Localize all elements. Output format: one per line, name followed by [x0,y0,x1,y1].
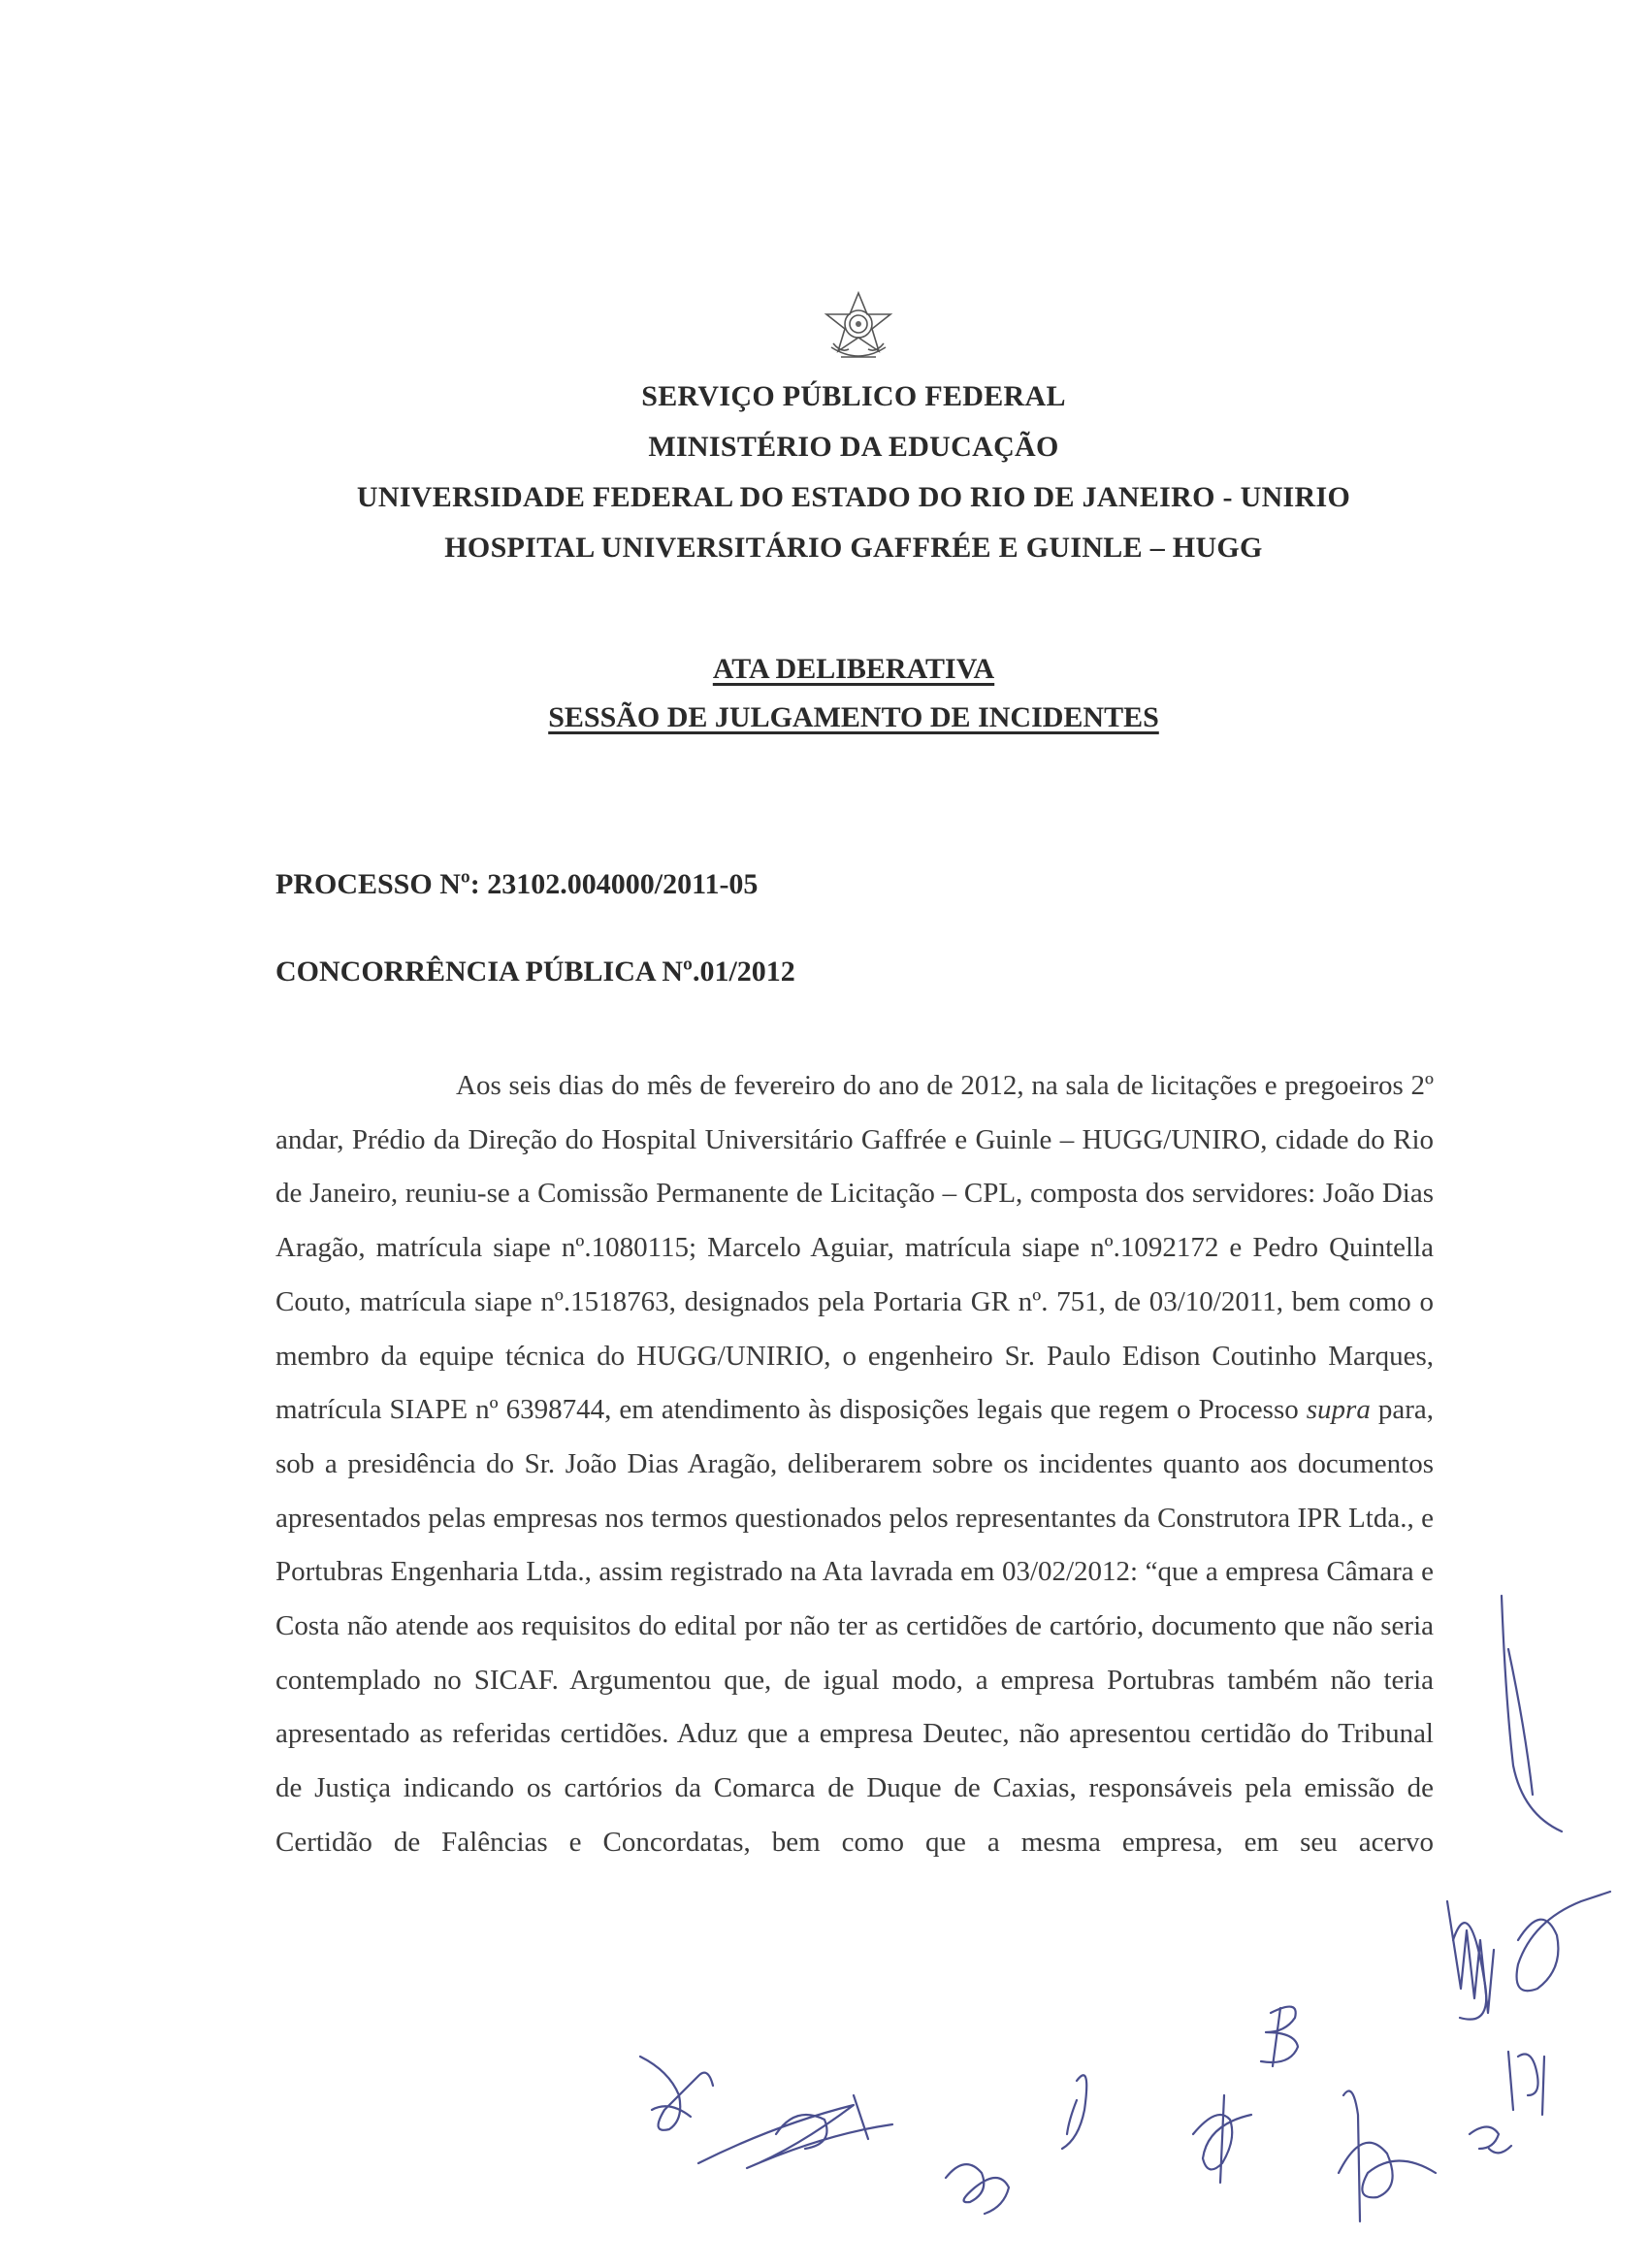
institution-header [0,372,1649,573]
body-text [275,1059,1434,1870]
header-line-1: SERVIÇO PÚBLICO FEDERAL [641,380,1066,412]
body-paragraph [275,1059,1434,1870]
header-line-2: MINISTÉRIO DA EDUCAÇÃO [648,431,1059,463]
header-line-3: UNIVERSIDADE FEDERAL DO ESTADO DO RIO DE JANEIRO - UNIRIO [356,481,1351,513]
body-text-part-2: para, sob a presidência do Sr. João Dias Aragão, deliberarem sobre os incidentes quanto aos documentos apresentados pelas empresas nos termos questionados pelos representantes da Construtora IPR Ltda., e Portubras Engenharia Ltda., assim registrado na Ata lavrada em 03/02/2012: “que a empresa Câmara e Costa não atende aos requisitos do edital por não ter as certidões de cartório, documento que não seria contemplado no SICAF. Argumentou que, de igual modo, a empresa Portubras também não teria apresentado as referidas certidões. Aduz que a empresa Deutec, não apresentou certidão do Tribunal de Justiça indicando os cartórios da Comarca de Duque de Caxias, responsáveis pela emissão de Certidão de Falências e Concordatas, bem como que a mesma empresa, em seu acervo [275,1394,1434,1858]
document-subtitle: SESSÃO DE JULGAMENTO DE INCIDENTES [548,701,1159,733]
body-text-italic: supra [1306,1394,1371,1426]
document-title: ATA DELIBERATIVA [712,653,995,685]
document-title-block [0,645,1649,742]
body-text-part-1: Aos seis dias do mês de fevereiro do ano de 2012, na sala de licitações e pregoeiros 2º andar, Prédio da Direção do Hospital Universitário Gaffrée e Guinle – HUGG/UNIRO, cidade do Rio de Janeiro, reuniu-se a Comissão Permanente de Licitação – CPL, composta dos servidores: João Dias Aragão, matrícula siape nº.1080115; Marcelo Aguiar, matrícula siape nº.1092172 e Pedro Quintella Couto, matrícula siape nº.1518763, designados pela Portaria GR nº. 751, de 03/10/2011, bem como o membro da equipe técnica do HUGG/UNIRIO, o engenheiro Sr. Paulo Edison Coutinho Marques, matrícula SIAPE nº 6398744, em atendimento às disposições legais que regem o Processo [275,1070,1434,1426]
concorrencia-number: CONCORRÊNCIA PÚBLICA Nº.01/2012 [275,956,795,988]
brazil-coat-of-arms-icon [820,289,897,367]
processo-number: PROCESSO Nº: 23102.004000/2011-05 [275,868,759,900]
header-line-4: HOSPITAL UNIVERSITÁRIO GAFFRÉE E GUINLE – HUGG [444,532,1263,564]
